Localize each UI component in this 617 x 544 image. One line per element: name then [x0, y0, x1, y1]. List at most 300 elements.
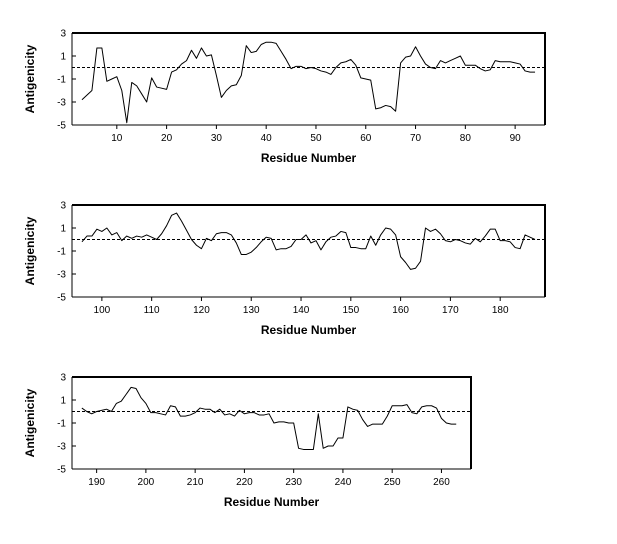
- data-point: [196, 58, 197, 59]
- chart-panel-3: [23, 373, 472, 510]
- data-point: [176, 69, 177, 70]
- data-point: [126, 394, 127, 395]
- data-point: [216, 75, 217, 76]
- data-point: [515, 247, 516, 248]
- data-point: [397, 405, 398, 406]
- data-point: [214, 412, 215, 413]
- data-point: [106, 409, 107, 410]
- data-point: [186, 230, 187, 231]
- data-point: [151, 237, 152, 238]
- data-point: [406, 404, 407, 405]
- x-tick-label: 70: [409, 133, 422, 144]
- data-point: [360, 77, 361, 78]
- data-point: [385, 105, 386, 106]
- data-point: [268, 413, 269, 414]
- data-point: [86, 95, 87, 96]
- data-point: [290, 68, 291, 69]
- data-point: [395, 234, 396, 235]
- data-point: [278, 421, 279, 422]
- data-point: [191, 239, 192, 240]
- data-point: [490, 69, 491, 70]
- antigenicity-series-line: [82, 387, 456, 449]
- x-tick-label: 90: [509, 133, 521, 144]
- data-point: [305, 234, 306, 235]
- data-point: [236, 242, 237, 243]
- data-point: [285, 248, 286, 249]
- data-point: [209, 409, 210, 410]
- data-point: [121, 401, 122, 402]
- data-point: [455, 58, 456, 59]
- data-point: [455, 239, 456, 240]
- data-point: [131, 238, 132, 239]
- data-point: [505, 240, 506, 241]
- data-point: [310, 242, 311, 243]
- data-point: [161, 88, 162, 89]
- data-point: [415, 268, 416, 269]
- data-point: [495, 60, 496, 61]
- data-point: [436, 407, 437, 408]
- data-point: [441, 418, 442, 419]
- data-point: [111, 78, 112, 79]
- data-point: [201, 47, 202, 48]
- data-point: [355, 247, 356, 248]
- data-point: [475, 65, 476, 66]
- data-point: [400, 62, 401, 63]
- x-tick-label: 160: [392, 305, 409, 316]
- x-axis-label: Residue Number: [260, 151, 357, 165]
- antigenicity-series-line: [82, 213, 535, 269]
- data-point: [350, 247, 351, 248]
- y-axis-label: Antigenicity: [23, 216, 37, 286]
- x-tick-label: 100: [93, 305, 111, 316]
- data-point: [470, 65, 471, 66]
- x-tick-label: 50: [310, 133, 322, 144]
- data-point: [106, 227, 107, 228]
- y-tick-label: -1: [57, 74, 66, 86]
- data-point: [111, 234, 112, 235]
- x-tick-label: 110: [143, 305, 160, 316]
- data-point: [465, 242, 466, 243]
- data-point: [300, 66, 301, 67]
- data-point: [390, 229, 391, 230]
- data-point: [415, 46, 416, 47]
- data-point: [131, 82, 132, 83]
- data-point: [106, 81, 107, 82]
- data-point: [166, 225, 167, 226]
- data-point: [410, 55, 411, 56]
- data-point: [166, 89, 167, 90]
- data-point: [156, 239, 157, 240]
- data-point: [510, 241, 511, 242]
- data-point: [370, 80, 371, 81]
- data-point: [410, 269, 411, 270]
- data-point: [450, 60, 451, 61]
- data-point: [380, 107, 381, 108]
- data-point: [425, 63, 426, 64]
- data-point: [480, 68, 481, 69]
- x-axis-label: Residue Number: [260, 323, 357, 337]
- data-point: [281, 51, 282, 52]
- data-point: [425, 227, 426, 228]
- data-point: [276, 249, 277, 250]
- data-point: [196, 245, 197, 246]
- data-point: [298, 448, 299, 449]
- data-point: [131, 387, 132, 388]
- data-point: [460, 55, 461, 56]
- data-point: [201, 248, 202, 249]
- y-tick-label: -3: [57, 97, 66, 109]
- data-point: [261, 241, 262, 242]
- data-point: [416, 413, 417, 414]
- data-point: [91, 235, 92, 236]
- data-point: [340, 231, 341, 232]
- data-point: [480, 241, 481, 242]
- data-point: [387, 416, 388, 417]
- data-point: [485, 235, 486, 236]
- data-point: [340, 62, 341, 63]
- data-point: [529, 237, 530, 238]
- data-point: [405, 57, 406, 58]
- data-point: [211, 54, 212, 55]
- data-point: [273, 422, 274, 423]
- data-point: [290, 246, 291, 247]
- data-point: [320, 249, 321, 250]
- y-tick-label: -1: [57, 246, 66, 258]
- data-point: [181, 63, 182, 64]
- data-point: [375, 108, 376, 109]
- data-point: [126, 235, 127, 236]
- data-point: [231, 85, 232, 86]
- y-tick-label: 1: [60, 223, 66, 235]
- data-point: [221, 97, 222, 98]
- data-point: [405, 262, 406, 263]
- data-point: [345, 232, 346, 233]
- data-point: [325, 72, 326, 73]
- data-point: [392, 405, 393, 406]
- data-point: [101, 410, 102, 411]
- data-point: [500, 61, 501, 62]
- x-tick-label: 200: [137, 477, 155, 488]
- y-tick-label: -3: [57, 269, 66, 281]
- data-point: [365, 248, 366, 249]
- y-tick-label: -5: [57, 464, 66, 476]
- data-point: [146, 234, 147, 235]
- x-tick-label: 60: [360, 133, 372, 144]
- data-point: [435, 229, 436, 230]
- data-point: [219, 409, 220, 410]
- data-point: [347, 406, 348, 407]
- y-tick-label: 3: [60, 28, 66, 40]
- x-tick-label: 240: [334, 477, 352, 488]
- data-point: [251, 52, 252, 53]
- antigenicity-series-line: [82, 42, 535, 123]
- data-point: [96, 229, 97, 230]
- data-point: [135, 388, 136, 389]
- y-tick-label: -5: [57, 292, 66, 304]
- x-tick-label: 30: [210, 133, 222, 144]
- data-point: [420, 55, 421, 56]
- data-point: [234, 416, 235, 417]
- data-point: [86, 411, 87, 412]
- data-point: [121, 240, 122, 241]
- data-point: [337, 437, 338, 438]
- data-point: [313, 449, 314, 450]
- y-axis-label: Antigenicity: [23, 44, 37, 114]
- data-point: [450, 241, 451, 242]
- data-point: [345, 61, 346, 62]
- data-point: [171, 72, 172, 73]
- data-point: [534, 239, 535, 240]
- x-tick-label: 130: [242, 305, 260, 316]
- x-tick-label: 190: [88, 477, 105, 488]
- data-point: [382, 424, 383, 425]
- data-point: [315, 68, 316, 69]
- data-point: [426, 405, 427, 406]
- data-point: [261, 44, 262, 45]
- data-point: [293, 422, 294, 423]
- data-point: [295, 239, 296, 240]
- data-point: [332, 445, 333, 446]
- data-point: [475, 238, 476, 239]
- data-point: [91, 90, 92, 91]
- x-tick-label: 20: [161, 133, 173, 144]
- data-point: [246, 45, 247, 46]
- data-point: [206, 55, 207, 56]
- data-point: [318, 413, 319, 414]
- data-point: [288, 422, 289, 423]
- y-tick-label: 3: [60, 372, 66, 384]
- chart-panel-1: [23, 29, 546, 166]
- data-point: [485, 70, 486, 71]
- data-point: [160, 413, 161, 414]
- data-point: [256, 247, 257, 248]
- data-point: [328, 445, 329, 446]
- data-point: [86, 235, 87, 236]
- data-point: [216, 233, 217, 234]
- data-point: [231, 234, 232, 235]
- data-point: [411, 412, 412, 413]
- data-point: [367, 426, 368, 427]
- data-point: [195, 412, 196, 413]
- data-point: [440, 233, 441, 234]
- data-point: [171, 215, 172, 216]
- data-point: [146, 101, 147, 102]
- data-point: [323, 448, 324, 449]
- data-point: [186, 60, 187, 61]
- data-point: [136, 85, 137, 86]
- data-point: [460, 240, 461, 241]
- x-tick-label: 220: [236, 477, 253, 488]
- data-point: [377, 424, 378, 425]
- y-tick-label: 3: [60, 200, 66, 212]
- x-tick-label: 10: [111, 133, 123, 144]
- data-point: [430, 231, 431, 232]
- data-point: [190, 414, 191, 415]
- x-tick-label: 80: [459, 133, 471, 144]
- data-point: [310, 67, 311, 68]
- x-tick-label: 260: [433, 477, 450, 488]
- data-point: [283, 421, 284, 422]
- y-axis-label: Antigenicity: [23, 388, 37, 458]
- data-point: [456, 424, 457, 425]
- data-point: [116, 403, 117, 404]
- x-axis-label: Residue Number: [223, 495, 320, 509]
- data-point: [116, 76, 117, 77]
- x-tick-label: 180: [491, 305, 509, 316]
- data-point: [181, 221, 182, 222]
- data-point: [266, 42, 267, 43]
- data-point: [259, 414, 260, 415]
- data-point: [101, 47, 102, 48]
- data-point: [101, 231, 102, 232]
- data-point: [96, 47, 97, 48]
- data-point: [155, 412, 156, 413]
- data-point: [204, 409, 205, 410]
- data-point: [446, 422, 447, 423]
- data-point: [96, 411, 97, 412]
- data-point: [360, 248, 361, 249]
- data-point: [390, 106, 391, 107]
- data-point: [241, 254, 242, 255]
- data-point: [226, 232, 227, 233]
- data-point: [342, 437, 343, 438]
- data-point: [524, 70, 525, 71]
- data-point: [81, 407, 82, 408]
- data-point: [151, 77, 152, 78]
- data-point: [81, 241, 82, 242]
- x-tick-label: 170: [442, 305, 459, 316]
- data-point: [520, 248, 521, 249]
- data-point: [249, 412, 250, 413]
- data-point: [256, 51, 257, 52]
- data-point: [325, 241, 326, 242]
- data-point: [355, 65, 356, 66]
- data-point: [91, 413, 92, 414]
- data-point: [435, 68, 436, 69]
- data-point: [330, 237, 331, 238]
- data-point: [175, 406, 176, 407]
- data-point: [221, 232, 222, 233]
- data-point: [246, 254, 247, 255]
- data-point: [421, 406, 422, 407]
- data-point: [420, 261, 421, 262]
- data-point: [534, 72, 535, 73]
- x-tick-label: 250: [383, 477, 401, 488]
- data-point: [524, 234, 525, 235]
- data-point: [445, 240, 446, 241]
- x-tick-label: 120: [193, 305, 210, 316]
- data-point: [251, 252, 252, 253]
- y-tick-label: -3: [57, 441, 66, 453]
- data-point: [380, 234, 381, 235]
- data-point: [440, 60, 441, 61]
- data-point: [372, 424, 373, 425]
- x-tick-label: 230: [285, 477, 303, 488]
- data-point: [244, 413, 245, 414]
- data-point: [470, 244, 471, 245]
- data-point: [370, 235, 371, 236]
- data-point: [520, 63, 521, 64]
- data-point: [335, 235, 336, 236]
- data-point: [430, 67, 431, 68]
- data-point: [401, 405, 402, 406]
- x-tick-label: 40: [260, 133, 272, 144]
- y-tick-label: 1: [60, 395, 66, 407]
- x-tick-label: 210: [186, 477, 204, 488]
- data-point: [180, 416, 181, 417]
- y-tick-label: -5: [57, 120, 66, 132]
- data-point: [236, 84, 237, 85]
- data-point: [515, 62, 516, 63]
- data-point: [156, 86, 157, 87]
- data-point: [254, 412, 255, 413]
- data-point: [431, 405, 432, 406]
- data-point: [226, 90, 227, 91]
- data-point: [385, 227, 386, 228]
- data-point: [320, 70, 321, 71]
- data-point: [185, 416, 186, 417]
- data-point: [335, 67, 336, 68]
- data-point: [141, 93, 142, 94]
- data-point: [451, 424, 452, 425]
- data-point: [145, 403, 146, 404]
- data-point: [510, 61, 511, 62]
- data-point: [400, 256, 401, 257]
- data-point: [206, 238, 207, 239]
- data-point: [116, 232, 117, 233]
- data-point: [241, 75, 242, 76]
- data-point: [111, 411, 112, 412]
- data-point: [330, 74, 331, 75]
- data-point: [350, 59, 351, 60]
- data-point: [121, 90, 122, 91]
- data-point: [81, 99, 82, 100]
- data-point: [357, 410, 358, 411]
- data-point: [266, 237, 267, 238]
- data-point: [375, 245, 376, 246]
- data-point: [136, 235, 137, 236]
- data-point: [295, 66, 296, 67]
- data-point: [264, 414, 265, 415]
- data-point: [303, 449, 304, 450]
- data-point: [191, 50, 192, 51]
- y-tick-label: -1: [57, 418, 66, 430]
- data-point: [140, 397, 141, 398]
- data-point: [500, 240, 501, 241]
- data-point: [505, 61, 506, 62]
- data-point: [224, 414, 225, 415]
- data-point: [161, 233, 162, 234]
- data-point: [352, 409, 353, 410]
- data-point: [465, 65, 466, 66]
- data-point: [276, 43, 277, 44]
- data-point: [211, 240, 212, 241]
- data-point: [150, 412, 151, 413]
- data-point: [529, 72, 530, 73]
- data-point: [300, 239, 301, 240]
- data-point: [308, 449, 309, 450]
- data-point: [176, 212, 177, 213]
- data-point: [141, 237, 142, 238]
- x-tick-label: 150: [342, 305, 360, 316]
- data-point: [395, 111, 396, 112]
- data-point: [445, 62, 446, 63]
- data-point: [199, 407, 200, 408]
- x-tick-label: 140: [292, 305, 310, 316]
- data-point: [126, 122, 127, 123]
- data-point: [362, 419, 363, 420]
- data-point: [239, 410, 240, 411]
